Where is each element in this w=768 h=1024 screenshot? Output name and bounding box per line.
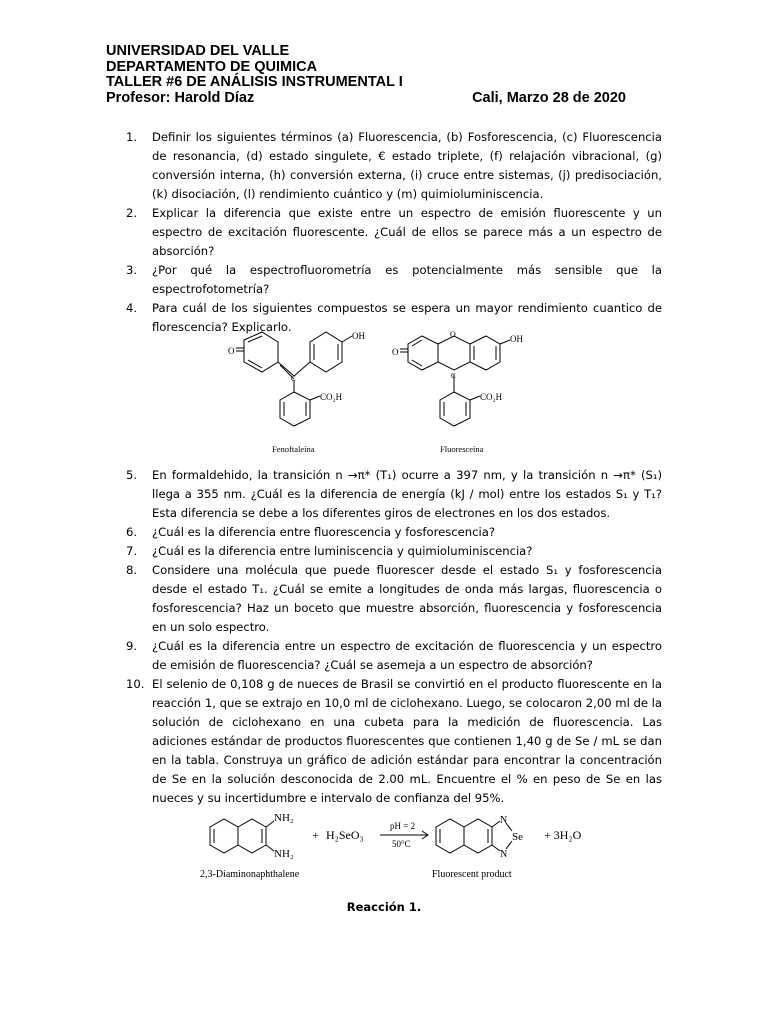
question-item: 8. Considere una molécula que puede fluorescer desde el estado S₁ y fosforescencia desde el estado T₁. ¿Cuál se emite a longitudes de onda más largas, fluorescencia o fosforescencia? Haz un boceto que muestre absorción, fluorescencia y fosforescencia en un solo espectro. [126, 563, 662, 634]
hydroxyl-label: OH [510, 334, 523, 344]
question-item: 6. ¿Cuál es la diferencia entre fluorescencia y fosforescencia? [126, 525, 496, 539]
reaction-scheme [200, 805, 620, 885]
question-item: 2. Explicar la diferencia que existe entre un espectro de emisión fluorescente y un espectro de excitación fluorescente. ¿Cuál de ellos se parece más a un espectro de absorción? [126, 206, 662, 258]
arrow-icon: →π* (T₁) [347, 468, 397, 482]
question-item: 9. ¿Cuál es la diferencia entre un espectro de excitación de fluorescencia y un espectro de emisión de fluorescencia? ¿Cuál se asemeja a un espectro de absorción? [126, 639, 662, 672]
question-item: 4. Para cuál de los siguientes compuestos se espera un mayor rendimiento cuantico de florescencia? Explicarlo. [126, 301, 662, 334]
question-list-b [126, 466, 662, 808]
document-date: Cali, Marzo 28 de 2020 [472, 89, 626, 106]
workshop-title: TALLER #6 DE ANÁLISIS INSTRUMENTAL I [106, 74, 403, 90]
phenolphthalein-structure [222, 330, 372, 455]
oxygen-label: O [392, 347, 399, 357]
reaction-condition-ph: pH = 2 [390, 821, 416, 831]
question-item: 5. En formaldehido, la transición n →π* (T₁) ocurre a 397 nm, y la transición n →π* (S₁) llega a 355 nm. ¿Cuál es la diferencia de energía (kJ / mol) entre los estados S₁ y T₁? Esta diferencia se debe a los diferentes giros de electrones en los dos estados. [126, 468, 663, 520]
nitrogen-label: N [500, 849, 508, 860]
amine-label: NH₂ [274, 812, 294, 824]
plus-sign: + [312, 828, 319, 842]
question-item: 1. Definir los siguientes términos (a) Fluorescencia, (b) Fosforescencia, (c) Fluorescencia de resonancia, (d) estado singulete, € estado triplete, (f) relajación vibracional, (g) conversión interna, (h) conversión externa, (i) cruce entre sistemas, (j) predisociación, (k) disociación, (l) rendimiento cuántico y (m) quimioluminiscencia. [126, 130, 662, 201]
question-item: 3. ¿Por qué la espectrofluorometría es potencialmente más sensible que la espectrofotometría? [126, 263, 662, 296]
question-list-a [126, 128, 662, 337]
selenium-label: Se [512, 831, 523, 843]
hydroxyl-label: OH [352, 331, 365, 341]
reaction-condition-temp: 50°C [392, 839, 411, 849]
oxygen-label: O [228, 346, 235, 356]
phenolphthalein-caption: Fenoftaleína [272, 444, 315, 454]
arrow-icon: →π* (S₁) [613, 468, 663, 482]
fluorescein-caption: Fluoresceína [440, 444, 484, 454]
carbon-label: C [291, 375, 296, 383]
question-item: 10. El selenio de 0,108 g de nueces de Brasil se convirtió en el producto fluorescente en la reacción 1, que se extrajo en 10,0 ml de ciclohexano. Luego, se colocaron 2,00 ml de la solución de ciclohexano en una cubeta para la medición de fluorescencia. Las adiciones estándar de productos fluorescentes que contienen 1,40 g de Se / mL se dan en la tabla. Construya un gráfico de adición estándar para encontrar la concentración de Se en la solución desconocida de 2.00 mL. Encuentre el % en peso de Se en las nueces y su incertidumbre e intervalo de confianza del 95%. [126, 677, 662, 805]
carboxyl-label: CO₂H [480, 392, 503, 402]
amine-label: NH₂ [274, 848, 294, 860]
question-item: 7. ¿Cuál es la diferencia entre luminiscencia y quimioluminiscencia? [126, 544, 533, 558]
carbon-label: C [451, 372, 456, 380]
professor-name: Profesor: Harold Díaz [106, 89, 255, 106]
document-header [106, 44, 626, 106]
fluorescein-structure [392, 330, 552, 455]
carboxyl-label: CO₂H [320, 392, 343, 402]
department-name: DEPARTAMENTO DE QUIMICA [106, 58, 318, 75]
university-name: UNIVERSIDAD DEL VALLE [106, 43, 290, 59]
ring-oxygen-label: O [450, 330, 456, 339]
reactant-name: 2,3-Diaminonaphthalene [200, 869, 300, 880]
professor-date-row [106, 91, 626, 107]
reaction-label: Reacción 1. [346, 900, 422, 914]
nitrogen-label: N [500, 815, 508, 826]
water-product: + 3H₂O [544, 828, 582, 842]
product-name: Fluorescent product [432, 869, 512, 880]
selenous-acid: H₂SeO₃ [326, 828, 364, 842]
